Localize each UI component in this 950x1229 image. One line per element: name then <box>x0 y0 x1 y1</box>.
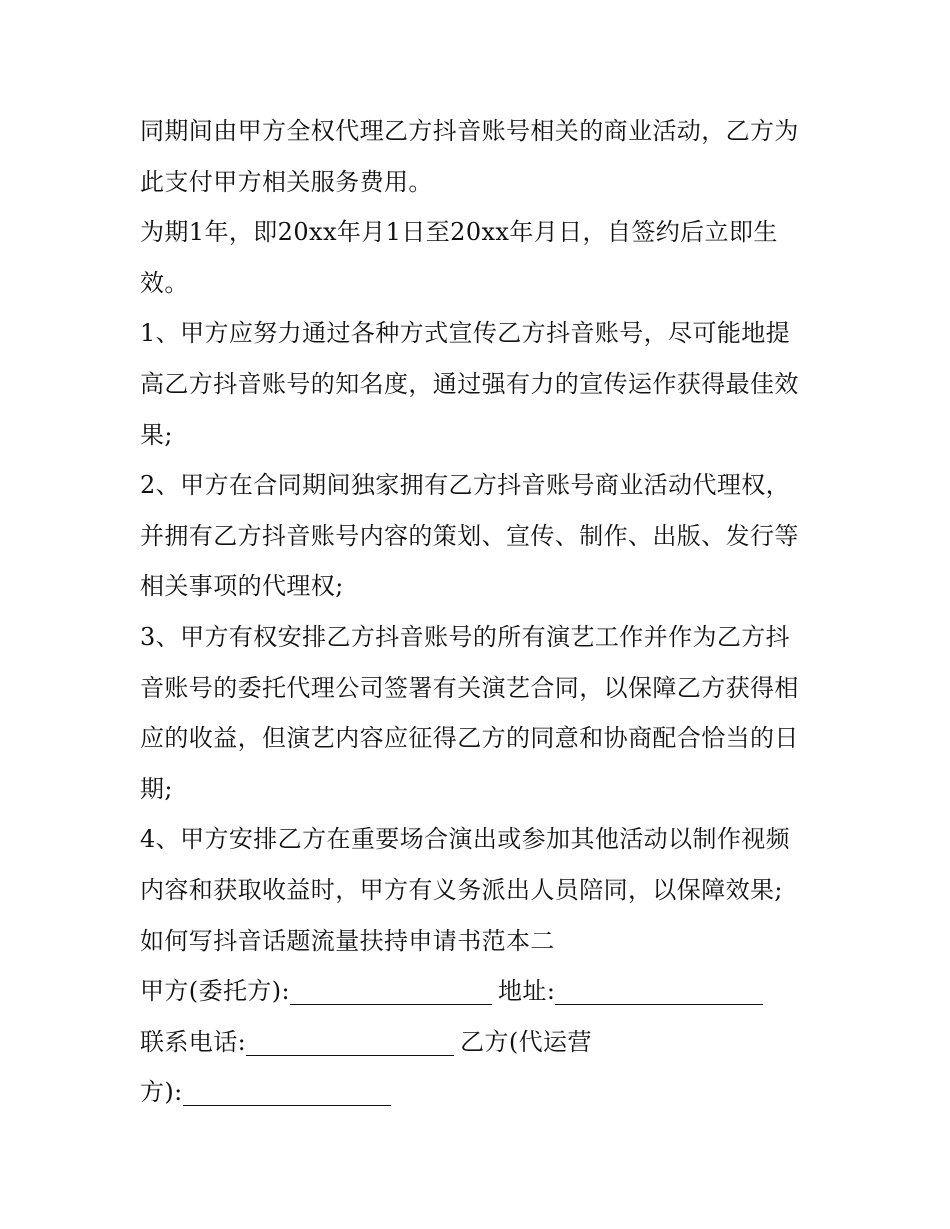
clause-3-line: 音账号的委托代理公司签署有关演艺合同，以保障乙方获得相 <box>140 673 799 702</box>
text-line: 效。 <box>140 268 189 297</box>
clause-3-line: 3、甲方有权安排乙方抖音账号的所有演艺工作并作为乙方抖 <box>140 622 791 651</box>
document-body <box>140 106 820 1118</box>
party-a-label: 甲方(委托方): <box>140 977 291 1006</box>
clause-4-line: 4、甲方安排乙方在重要场合演出或参加其他活动以制作视频 <box>140 825 791 854</box>
address-label: 地址: <box>498 977 556 1006</box>
text-line: 此支付甲方相关服务费用。 <box>140 167 433 196</box>
clause-2-line: 并拥有乙方抖音账号内容的策划、宣传、制作、出版、发行等 <box>140 521 799 550</box>
clause-3-line: 期; <box>140 774 173 803</box>
form-row-phone <box>140 1017 820 1068</box>
party-b-blank[interactable] <box>183 1081 391 1106</box>
clause-2-line: 2、甲方在合同期间独家拥有乙方抖音账号商业活动代理权， <box>140 471 791 500</box>
clause-3-line: 应的收益，但演艺内容应征得乙方的同意和协商配合恰当的日 <box>140 724 799 753</box>
clause-4-line: 内容和获取收益时，甲方有义务派出人员陪同，以保障效果; <box>140 875 783 904</box>
form-row-party-a <box>140 966 820 1017</box>
text-line: 为期1年，即20xx年月1日至20xx年月日，自签约后立即生 <box>140 218 778 247</box>
clause-1-line: 1、甲方应努力通过各种方式宣传乙方抖音账号，尽可能地提 <box>140 319 791 348</box>
clause-2-line: 相关事项的代理权; <box>140 572 344 601</box>
address-blank[interactable] <box>555 980 763 1005</box>
phone-label: 联系电话: <box>140 1027 247 1056</box>
form-row-party-b <box>140 1067 820 1118</box>
party-b-label: 乙方(代运营 <box>460 1027 592 1056</box>
section-heading: 如何写抖音话题流量扶持申请书范本二 <box>140 926 555 955</box>
clause-1-line: 高乙方抖音账号的知名度，通过强有力的宣传运作获得最佳效 <box>140 369 799 398</box>
text-line: 同期间由甲方全权代理乙方抖音账号相关的商业活动，乙方为 <box>140 117 799 145</box>
party-b-label-continued: 方): <box>140 1078 183 1107</box>
party-a-blank[interactable] <box>290 980 492 1005</box>
phone-blank[interactable] <box>246 1031 454 1056</box>
clause-1-line: 果; <box>140 420 173 449</box>
